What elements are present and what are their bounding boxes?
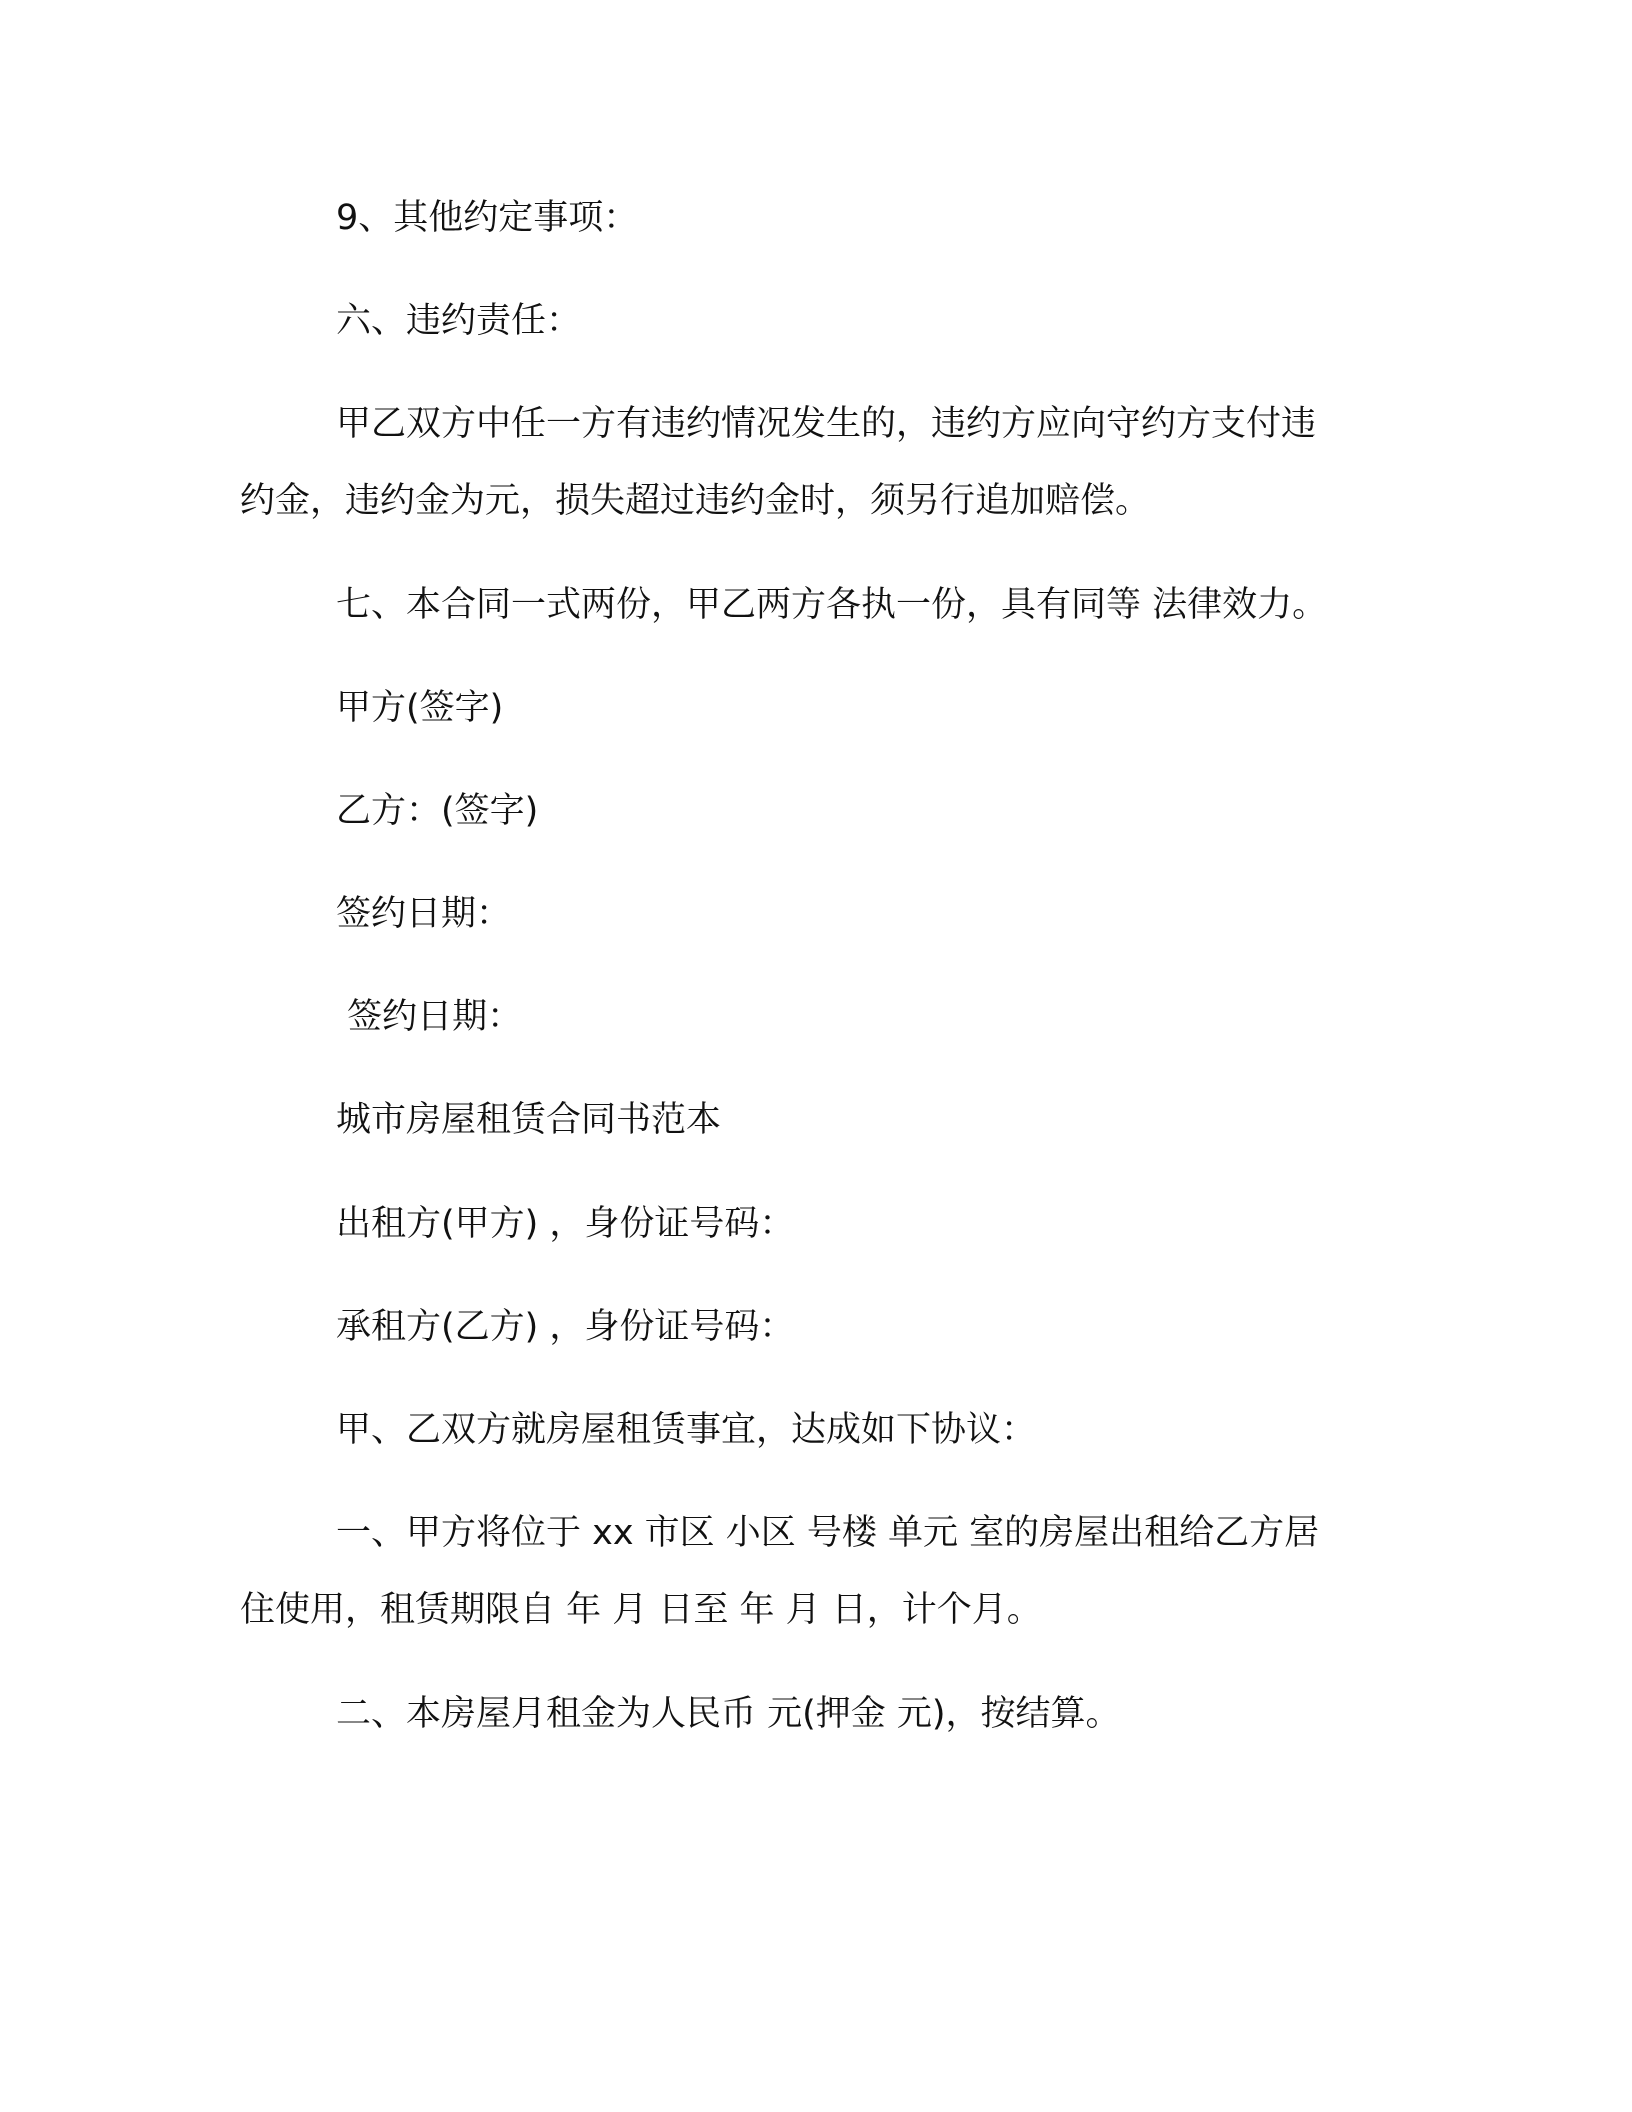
section-1-line-2: 住使用，租赁期限自 年 月 日至 年 月 日，计个月。 [240,1590,1042,1630]
clause-9-other-matters: 9、其他约定事项： [336,198,639,238]
section-7-copies: 七、本合同一式两份，甲乙两方各执一份，具有同等 法律效力。 [336,585,1328,625]
agreement-intro: 甲、乙双方就房屋租赁事宜，达成如下协议： [336,1410,1037,1450]
lessee-id-line: 承租方(乙方) ，身份证号码： [336,1307,795,1347]
party-b-signature: 乙方：(签字) [336,791,539,831]
section-1-line-1: 一、甲方将位于 xx 市区 小区 号楼 单元 室的房屋出租给乙方居 [336,1513,1320,1553]
section-2-rent: 二、本房屋月租金为人民币 元(押金 元)，按结算。 [336,1694,1121,1734]
contract-title: 城市房屋租赁合同书范本 [336,1100,722,1140]
section-6-heading: 六、违约责任： [336,301,582,341]
lessor-id-line: 出租方(甲方) ，身份证号码： [336,1204,795,1244]
breach-paragraph-line-2: 约金，违约金为元，损失超过违约金时，须另行追加赔偿。 [240,481,1151,521]
signing-date-1: 签约日期： [336,894,512,934]
signing-date-2: 签约日期： [336,997,523,1037]
breach-paragraph-line-1: 甲乙双方中任一方有违约情况发生的，违约方应向守约方支付违 [336,404,1317,444]
party-a-signature: 甲方(签字) [336,688,504,728]
